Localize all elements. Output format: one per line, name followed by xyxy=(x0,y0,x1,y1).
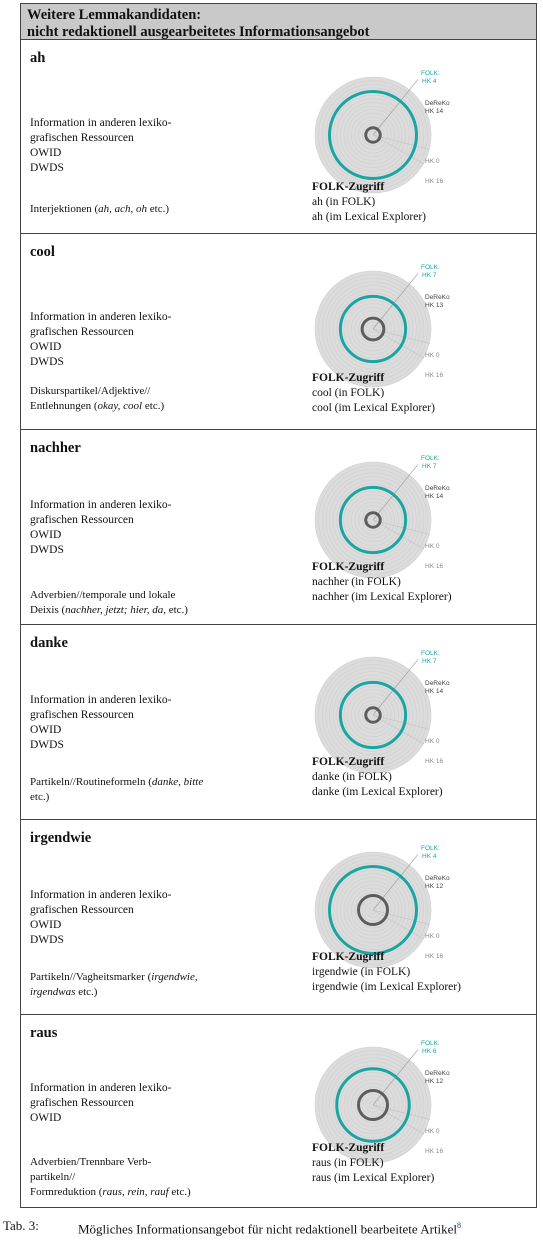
folk-hk-label: HK 7 xyxy=(422,272,437,279)
resource-info-text: Information in anderen lexiko- xyxy=(30,499,172,511)
dereko-label: DeReKo xyxy=(425,1070,450,1077)
caption-text xyxy=(78,1218,539,1236)
lemma-title: danke xyxy=(30,635,68,651)
folk-access-title: FOLK-Zugriff xyxy=(312,181,385,193)
lemma-title: cool xyxy=(30,244,55,260)
word-category: Interjektionen (ah, ach, oh etc.) xyxy=(30,203,169,215)
resource-info-text: Information in anderen lexiko- xyxy=(30,694,172,706)
folk-access xyxy=(312,950,461,995)
table-header xyxy=(21,4,536,40)
dereko-hk-label: HK 12 xyxy=(425,1078,444,1085)
word-category: Partikeln//Routineformeln (danke, bitte etc.) xyxy=(30,776,204,803)
resource-link-owid[interactable]: OWID xyxy=(30,1112,62,1124)
lemma-entry-raus xyxy=(21,1015,536,1207)
folk-link[interactable]: raus (in FOLK) xyxy=(312,1157,384,1169)
header-line-2: nicht redaktionell ausgearbeitetes Informationsangebot xyxy=(27,24,370,40)
folk-access-title: FOLK-Zugriff xyxy=(312,1142,385,1154)
folk-link[interactable]: irgendwie (in FOLK) xyxy=(312,966,411,978)
hk-min-label: HK 0 xyxy=(425,1128,440,1135)
hk-max-label: HK 16 xyxy=(425,563,444,570)
folk-hk-label: HK 7 xyxy=(422,658,437,665)
caption-body: Mögliches Informationsangebot für nicht redaktionell bearbeitete Artikel xyxy=(78,1221,458,1237)
folk-label: FOLK: xyxy=(421,845,440,852)
folk-link[interactable]: cool (in FOLK) xyxy=(312,387,385,399)
lexical-explorer-link[interactable]: nachher (im Lexical Explorer) xyxy=(312,591,452,603)
hk-max-label: HK 16 xyxy=(425,758,444,765)
hk-min-label: HK 0 xyxy=(425,738,440,745)
lexical-explorer-link[interactable]: cool (im Lexical Explorer) xyxy=(312,402,435,414)
resource-info-text: grafischen Ressourcen xyxy=(30,1097,134,1109)
resource-link-owid[interactable]: OWID xyxy=(30,147,62,159)
dereko-hk-label: HK 13 xyxy=(425,302,444,309)
lexical-explorer-link[interactable]: raus (im Lexical Explorer) xyxy=(312,1172,435,1184)
dereko-hk-label: HK 14 xyxy=(425,108,444,115)
lemma-entry-ah xyxy=(21,40,536,234)
folk-access xyxy=(312,180,426,225)
resource-link-dwds[interactable]: DWDS xyxy=(30,934,64,946)
resource-link-dwds[interactable]: DWDS xyxy=(30,162,64,174)
folk-access-title: FOLK-Zugriff xyxy=(312,756,385,768)
hk-min-label: HK 0 xyxy=(425,352,440,359)
resource-info-text: Information in anderen lexiko- xyxy=(30,889,172,901)
resource-link-owid[interactable]: OWID xyxy=(30,919,62,931)
lemma-entry-nachher xyxy=(21,430,536,625)
dereko-hk-label: HK 14 xyxy=(425,493,444,500)
dereko-label: DeReKo xyxy=(425,100,450,107)
resource-link-owid[interactable]: OWID xyxy=(30,341,62,353)
resource-info-text: grafischen Ressourcen xyxy=(30,326,134,338)
word-category: Adverbien/Trennbare Verb- partikeln// Formreduktion (raus, rein, rauf etc.) xyxy=(30,1156,191,1198)
folk-access-title: FOLK-Zugriff xyxy=(312,951,385,963)
folk-access xyxy=(312,755,443,800)
dereko-label: DeReKo xyxy=(425,680,450,687)
folk-access-title: FOLK-Zugriff xyxy=(312,561,385,573)
resource-link-owid[interactable]: OWID xyxy=(30,724,62,736)
folk-hk-label: HK 4 xyxy=(422,78,437,85)
hk-max-label: HK 16 xyxy=(425,178,444,185)
candidates-table xyxy=(20,3,537,1208)
resource-info xyxy=(30,693,230,753)
dereko-label: DeReKo xyxy=(425,875,450,882)
hk-min-label: HK 0 xyxy=(425,933,440,940)
lemma-title: nachher xyxy=(30,440,81,456)
lemma-entry-cool xyxy=(21,234,536,430)
folk-link[interactable]: ah (in FOLK) xyxy=(312,196,376,208)
resource-info-text: Information in anderen lexiko- xyxy=(30,311,172,323)
folk-label: FOLK: xyxy=(421,650,440,657)
folk-label: FOLK: xyxy=(421,1040,440,1047)
folk-hk-label: HK 4 xyxy=(422,853,437,860)
folk-label: FOLK: xyxy=(421,264,440,271)
folk-link[interactable]: danke (in FOLK) xyxy=(312,771,392,783)
resource-info xyxy=(30,1081,230,1126)
resource-info-text: grafischen Ressourcen xyxy=(30,132,134,144)
resource-info xyxy=(30,310,230,370)
dereko-hk-label: HK 14 xyxy=(425,688,444,695)
lexical-explorer-link[interactable]: danke (im Lexical Explorer) xyxy=(312,786,443,798)
frequency-chart xyxy=(305,65,450,197)
word-category: Adverbien//temporale und lokale Deixis (nachher, jetzt; hier, da, etc.) xyxy=(30,589,188,616)
folk-hk-label: HK 7 xyxy=(422,463,437,470)
resource-info xyxy=(30,498,230,558)
folk-access xyxy=(312,1141,434,1186)
lemma-entry-danke xyxy=(21,625,536,820)
resource-link-dwds[interactable]: DWDS xyxy=(30,544,64,556)
lemma-title: raus xyxy=(30,1025,58,1041)
resource-link-dwds[interactable]: DWDS xyxy=(30,739,64,751)
resource-info-text: grafischen Ressourcen xyxy=(30,709,134,721)
hk-max-label: HK 16 xyxy=(425,372,444,379)
caption-label: Tab. 3: xyxy=(3,1218,39,1233)
hk-max-label: HK 16 xyxy=(425,953,444,960)
folk-label: FOLK: xyxy=(421,70,440,77)
resource-info-text: grafischen Ressourcen xyxy=(30,514,134,526)
footnote-ref[interactable]: 8 xyxy=(457,1221,462,1230)
folk-access-title: FOLK-Zugriff xyxy=(312,372,385,384)
lemma-entry-irgendwie xyxy=(21,820,536,1015)
lexical-explorer-link[interactable]: irgendwie (im Lexical Explorer) xyxy=(312,981,461,993)
word-category: Diskurspartikel/Adjektive// Entlehnungen (okay, cool etc.) xyxy=(30,385,165,412)
folk-label: FOLK: xyxy=(421,455,440,462)
folk-link[interactable]: nachher (in FOLK) xyxy=(312,576,401,588)
lexical-explorer-link[interactable]: ah (im Lexical Explorer) xyxy=(312,211,426,223)
resource-info-text: Information in anderen lexiko- xyxy=(30,1082,172,1094)
dereko-label: DeReKo xyxy=(425,294,450,301)
hk-min-label: HK 0 xyxy=(425,543,440,550)
folk-access xyxy=(312,371,435,416)
hk-min-label: HK 0 xyxy=(425,158,440,165)
dereko-hk-label: HK 12 xyxy=(425,883,444,890)
dereko-label: DeReKo xyxy=(425,485,450,492)
resource-info xyxy=(30,888,230,948)
resource-info-text: grafischen Ressourcen xyxy=(30,904,134,916)
hk-max-label: HK 16 xyxy=(425,1148,444,1155)
resource-info-text: Information in anderen lexiko- xyxy=(30,117,172,129)
folk-access xyxy=(312,560,452,605)
resource-link-dwds[interactable]: DWDS xyxy=(30,356,64,368)
resource-link-owid[interactable]: OWID xyxy=(30,529,62,541)
lemma-title: ah xyxy=(30,50,46,66)
resource-info xyxy=(30,116,230,176)
word-category: Partikeln//Vagheitsmarker (irgendwie, irgendwas etc.) xyxy=(30,971,198,998)
header-line-1: Weitere Lemmakandidaten: xyxy=(27,7,202,23)
folk-hk-label: HK 6 xyxy=(422,1048,437,1055)
lemma-title: irgendwie xyxy=(30,830,92,846)
